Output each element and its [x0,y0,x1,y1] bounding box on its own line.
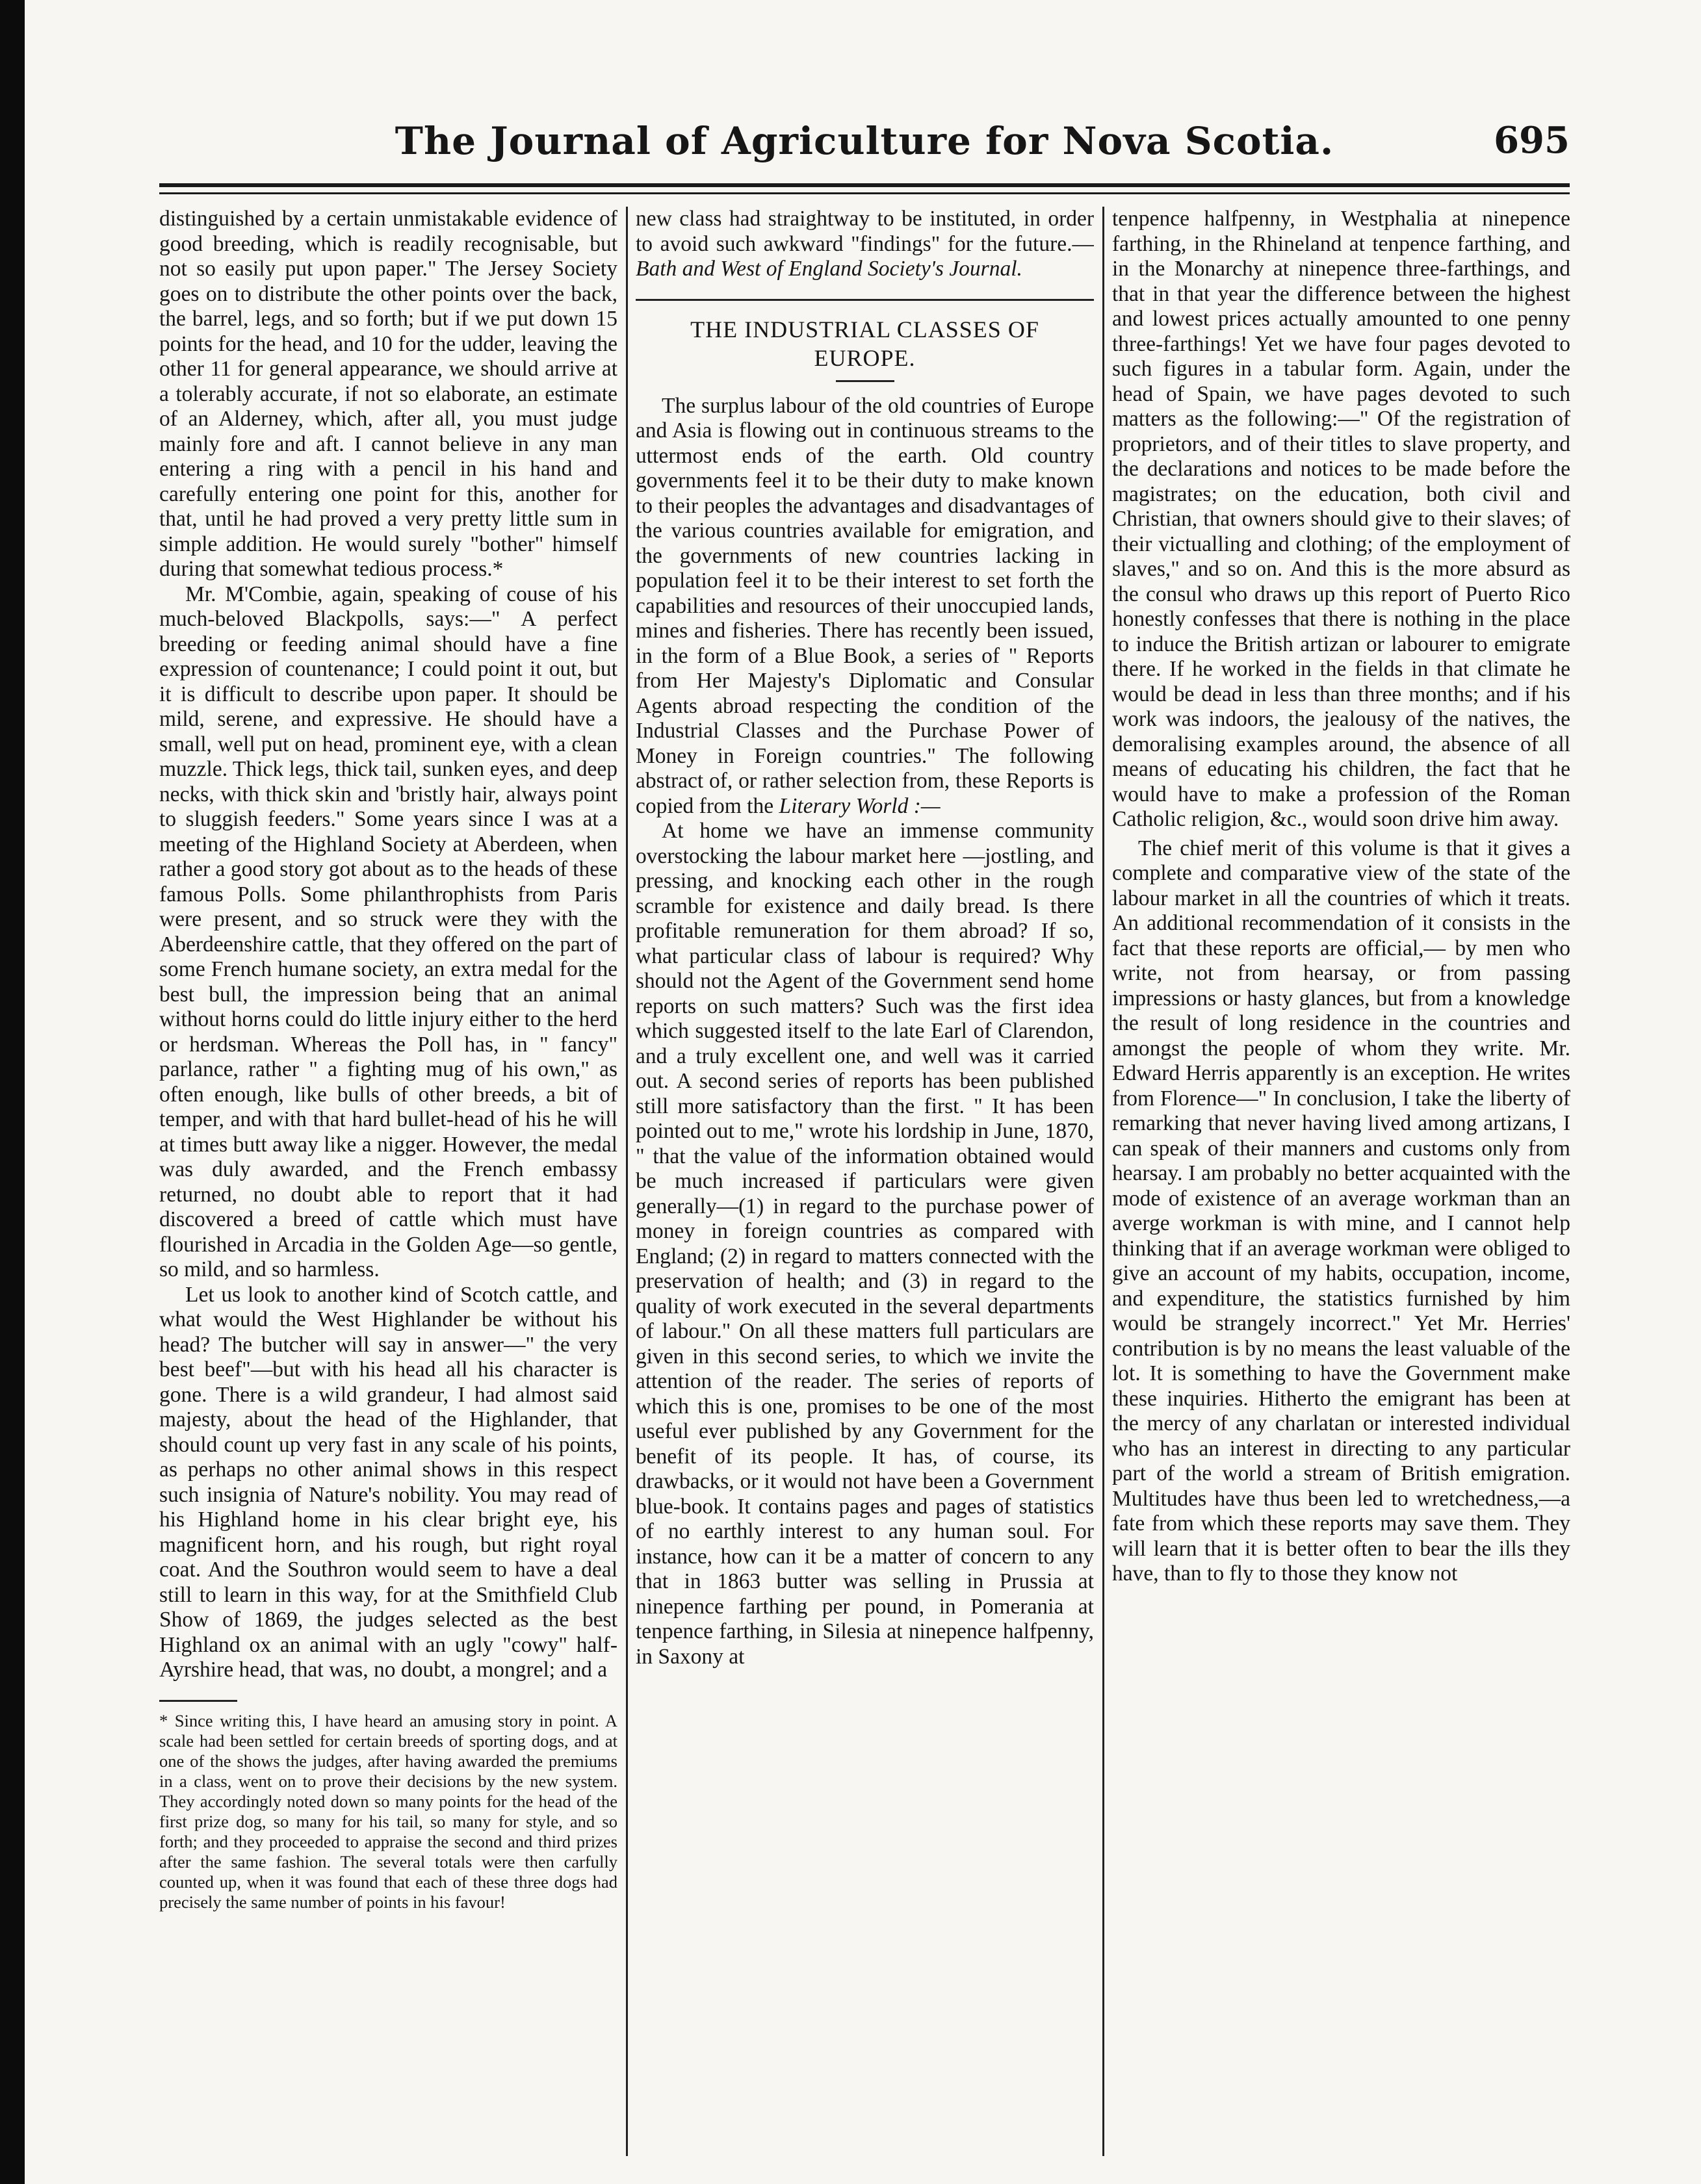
column-divider [626,207,628,2156]
page-number: 695 [1494,119,1570,162]
title-rule [836,380,894,382]
paragraph [636,394,1094,819]
paragraph-text: new class had straightway to be instituted, in order to avoid such awkward "findings" for the future.— [636,207,1094,256]
source-citation: Bath and West of England Society's Journal. [636,257,1022,281]
binding-edge [0,0,25,2184]
paragraph: distinguished by a certain unmistakable evidence of good breeding, which is readily recognisable, but not so easily put upon paper." The Jersey Society goes on to distribute the other points over the back, the barrel, legs, and so forth; but if we put down 15 points for the head, and 10 for the udder, leaving the other 11 for general appearance, we should arrive at a tolerably accurate, if not so elaborate, an estimate of an Alderney, which, after all, you must judge mainly fore and aft. I cannot believe in any man entering a ring with a pencil in his hand and carefully entering one point for this, another for that, until he had proved a very pretty little sum in simple addition. He would surely "bother" himself during that somewhat tedious process.* [159,207,617,581]
paragraph: The chief merit of this volume is that it gives a complete and comparative view of the state of the labour market in all the countries of which it treats. An additional recommendation of it consists in the fact that these reports are official,— by men who write, not from hearsay, or from passing impressions or hasty glances, but from a knowledge the result of long residence in the countries and amongst the people of whom they write. Mr. Edward Herris apparently is an exception. He writes from Florence—" In conclusion, I take the liberty of remarking that never having lived among artizans, I can speak of their manners and customs only from hearsay. I am probably no better acquainted with the mode of existence of an average workman than an averge workman is with mine, and I cannot help thinking that if an average workman were obliged to give an account of my habits, occupation, income, and expenditure, the statistics furnished by him would be strangely incorrect." Yet Mr. Herries' contribution is by no means the least valuable of the lot. It is something to have the Government make these inquiries. Hitherto the emigrant has been at the mercy of any charlatan or interested individual who has an interest in directing to any particular part of the world a stream of British emigration. Multitudes have thus been led to wretchedness,—a fate from which these reports may save them. They will learn that it is better often to bear the ills they have, than to fly to those they know not [1112,836,1570,1586]
paragraph: tenpence halfpenny, in Westphalia at ninepence farthing, in the Rhineland at tenpence farthing, and in the Monarchy at ninepence three-farthings, and that in that year the difference between the highest and lowest prices actually amounted to one penny three-farthings! Yet we have four pages devoted to such figures in a tabular form. Again, under the head of Spain, we have pages devoted to such matters as the following:—" Of the registration of proprietors, and of their titles to slave property, and the declarations and notices to be made before the magistrates; on the education, both civil and Christian, that owners should give to their slaves; of their victualling and clothing; of the employment of slaves," and so on. And this is the more absurd as the consul who draws up this report of Puerto Rico honestly confesses that there is nothing in the place to induce the British artizan or labourer to emigrate there. If he worked in the fields in that climate he would be dead in less than three months; and if his work was indoors, the jealousy of the natives, the demoralising examples around, the absence of all means of educating his children, the fact that he would have to make a profession of the Roman Catholic religion, &c., would soon drive him away. [1112,207,1570,831]
column-2 [636,207,1094,2156]
column-1 [159,207,617,2156]
paragraph [636,207,1094,282]
page-header [159,114,1570,175]
article-title: THE INDUSTRIAL CLASSES OF EUROPE. [690,316,1039,371]
paragraph-text: The surplus labour of the old countries of Europe and Asia is flowing out in continuous streams to the uttermost ends of the earth. Old country governments feel it to be their duty to make known to their peoples the advantages and disadvantages of the various countries available for emigration, and the governments of new countries lacking in population feel it to be their interest to set forth the capabilities and resources of their unoccupied lands, mines and fisheries. There has recently been issued, in the form of a Blue Book, a series of " Reports from Her Majesty's Diplomatic and Consular Agents abroad respecting the condition of the Industrial Classes and the Purchase Power of Money in Foreign countries." The following abstract of, or rather selection from, these Reports is copied from the [636,393,1094,818]
paragraph: Mr. M'Combie, again, speaking of couse of his much-beloved Blackpolls, says:—" A perfect breeding or feeding animal should have a fine expression of countenance; I could point it out, but it is difficult to describe upon paper. It should be mild, serene, and expressive. He should have a small, well put on head, prominent eye, with a clean muzzle. Thick legs, thick tail, sunken eyes, and deep necks, with thick skin and 'bristly hair, always point to sluggish feeders." Some years since I was at a meeting of the Highland Society at Aberdeen, when rather a good story got about as to the heads of these famous Polls. Some philanthrophists from Paris were present, and so struck were they with the Aberdeenshire cattle, that they offered on the part of some French humane society, an extra medal for the best bull, the impression being that an animal without horns could do little injury either to the herd or herdsman. Whereas the Poll has, in " fancy" parlance, rather " a fighting mug of his own," as often enough, like bulls of other breeds, a bit of temper, and with that hard bullet-head of his he will at times butt away like a nigger. However, the medal was duly awarded, and the French embassy returned, no doubt able to report that it had discovered a breed of cattle which must have flourished in Arcadia in the Golden Age—so gentle, so mild, and so harmless. [159,582,617,1281]
section-rule [636,299,1094,301]
paragraph: Let us look to another kind of Scotch cattle, and what would the West Highlander be without his head? The butcher will say in answer—" the very best beef"—but with his head all his character is gone. There is a wild grandeur, I had almost said majesty, about the head of the Highlander, that should count up very fast in any scale of his points, as perhaps no other animal shows in this respect such insignia of Nature's nobility. You may read of his Highland home in his clear bright eye, his magnificent horn, and his rough, but right royal coat. And the Southron would seem to have a deal still to learn in this way, for at the Smithfield Club Show of 1869, the judges selected as the best Highland ox an animal with an ugly "cowy" half-Ayrshire head, that was, no doubt, a mongrel; and a [159,1282,617,1682]
source-citation: Literary World :— [779,793,941,818]
paragraph: At home we have an immense community overstocking the labour market here —jostling, and pressing, and knocking each other in the rough scramble for existence and daily bread. Is there profitable remuneration for them abroad? If so, what particular class of labour is required? Why should not the Agent of the Government send home reports on such matters? Such was the first idea which suggested itself to the late Earl of Clarendon, and a truly excellent one, and well was it carried out. A second series of reports has been published still more satisfactory than the first. " It has been pointed out to me," wrote his lordship in June, 1870, " that the value of the information obtained would be much increased if particulars were given generally—(1) in regard to the purchase power of money in foreign countries as compared with England; (2) in regard to matters connected with the preservation of health; and (3) in regard to the quality of work executed in the several departments of labour." On all these matters full particulars are given in this second series, to which we invite the attention of the reader. The series of reports of which this is one, promises to be one of the most useful ever published by any Government for the benefit of its people. It has, of course, its drawbacks, or it would not have been a Government blue-book. It contains pages and pages of statistics of no earthly interest to any human soul. For instance, how can it be a matter of concern to any that in 1863 butter was selling in Prussia at ninepence farthing per pound, in Pomerania at tenpence farthing, in Silesia at ninepence halfpenny, in Saxony at [636,819,1094,1669]
column-3 [1112,207,1570,2156]
footnote-rule [159,1700,237,1702]
header-rule-thin [159,192,1570,194]
footnote: * Since writing this, I have heard an amusing story in point. A scale had been settled for certain breeds of sporting dogs, and at one of the shows the judges, after having awarded the premiums in a class, went on to prove their decisions by the new system. They accordingly noted down so many points for the head of the first prize dog, so many for his tail, so many for style, and so forth; and they proceeded to appraise the second and third prizes after the same fashion. The several totals were then carfully counted up, when it was found that each of these three dogs had precisely the same number of points in his favour! [159,1710,617,1912]
running-title: The Journal of Agriculture for Nova Scotia. [395,119,1334,163]
column-divider [1102,207,1104,2156]
header-rule-thick [159,183,1570,187]
